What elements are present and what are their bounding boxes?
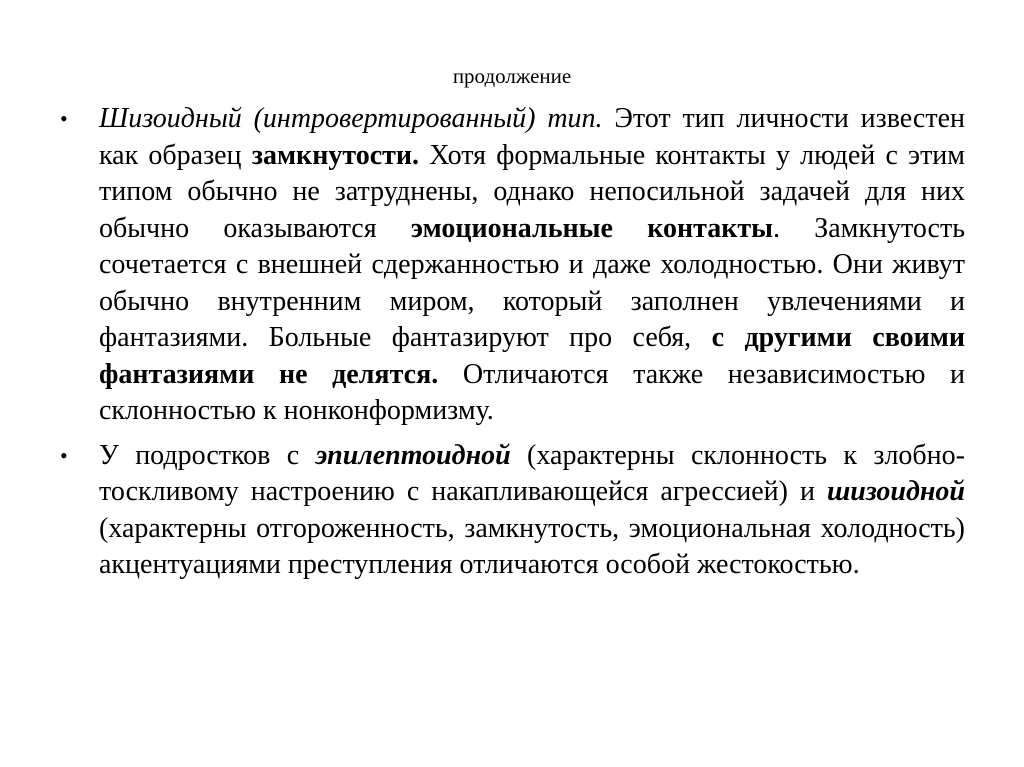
bullet-marker: • — [60, 106, 68, 131]
text-run: Хотя формальные контакты у людей с этим типом обычно не затруднены, однако непосильной задачей для них обычно оказываются — [99, 139, 966, 244]
text-run: (характерны отгороженность, замкнутость, эмоциональная холодность) акцентуациями преступления отличаются особой жестокостью. — [99, 512, 965, 580]
emphasis-closedness: замкнутости. — [251, 139, 420, 171]
emphasis-emotional-contacts: эмоциональные контакты — [410, 212, 773, 244]
bullet-item-adolescents — [60, 438, 965, 584]
bullet-item-schizoid-type — [60, 101, 965, 430]
bullet-marker: • — [60, 442, 68, 468]
emphasis-schizoid: шизоидной — [826, 476, 965, 507]
slide-title: продолжение — [452, 64, 572, 88]
text-run: У подростков с — [99, 439, 316, 471]
emphasis-epileptoid: эпилептоидной — [315, 439, 511, 471]
text-run: Отличаются также независимостью и склонностью к нонконформизму. — [99, 358, 965, 426]
text-run: Этот тип личности известен как образец — [99, 103, 965, 171]
bullet-list — [60, 101, 965, 584]
emphasis-fantasies: с другими своими фантазиями не делятся. — [99, 322, 965, 390]
text-run: . Замкнутость сочетается с внешней сдержанностью и даже холодностью. Они живут обычно внутренним миром, который заполнен увлечениями и фантазиями. Больные фантазируют про себя, — [99, 212, 965, 353]
type-heading: Шизоидный (интровертированный) тип. — [99, 103, 603, 134]
text-run: (характерны склонность к злобно-тоскливому настроению с накапливающейся агрессией) и — [99, 439, 965, 507]
